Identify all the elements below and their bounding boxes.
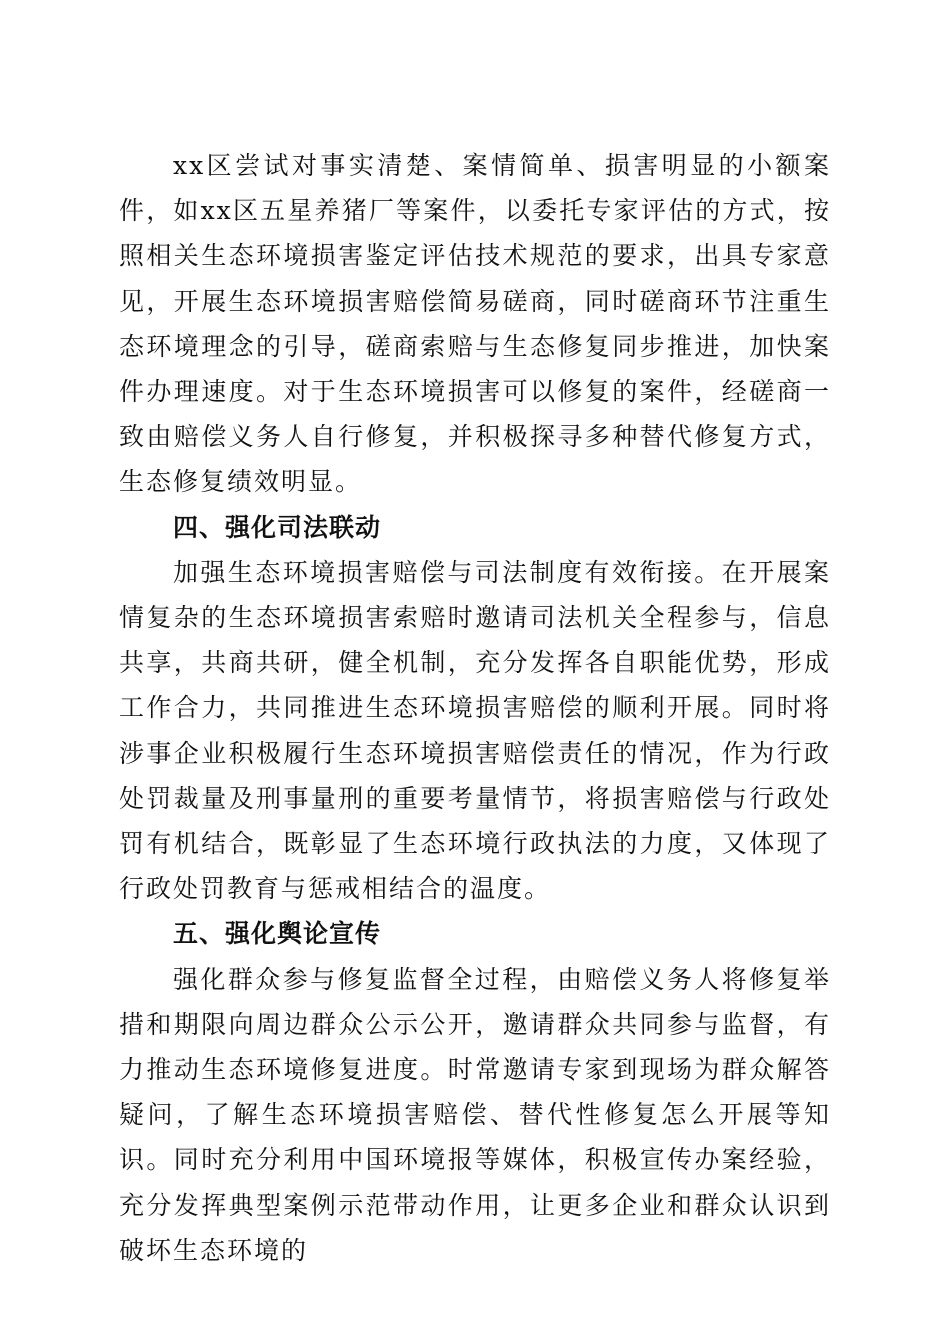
paragraph-public-publicity: 强化群众参与修复监督全过程，由赔偿义务人将修复举措和期限向周边群众公示公开，邀请群众共同参与监督，有力推动生态环境修复进度。时常邀请专家到现场为群众解答疑问，了解生态环境损害赔偿、替代性修复怎么开展等知识。同时充分利用中国环境报等媒体，积极宣传办案经验，充分发挥典型案例示范带动作用，让更多企业和群众认识到破坏生态环境的 bbox=[119, 964, 831, 1265]
paragraph-small-case-consultation: xx区尝试对事实清楚、案情简单、损害明显的小额案件，如xx区五星养猪厂等案件，以委托专家评估的方式，按照相关生态环境损害鉴定评估技术规范的要求，出具专家意见，开展生态环境损害赔偿简易磋商，同时磋商环节注重生态环境理念的引导，磋商索赔与生态修复同步推进，加快案件办理速度。对于生态环境损害可以修复的案件，经磋商一致由赔偿义务人自行修复，并积极探寻多种替代修复方式，生态修复绩效明显。 bbox=[119, 151, 831, 497]
section-heading-judicial-linkage: 四、强化司法联动 bbox=[173, 512, 382, 542]
section-heading-public-publicity: 五、强化舆论宣传 bbox=[173, 919, 382, 949]
paragraph-judicial-linkage: 加强生态环境损害赔偿与司法制度有效衔接。在开展案情复杂的生态环境损害索赔时邀请司法机关全程参与，信息共享，共商共研，健全机制，充分发挥各自职能优势，形成工作合力，共同推进生态环境损害赔偿的顺利开展。同时将涉事企业积极履行生态环境损害赔偿责任的情况，作为行政处罚裁量及刑事量刑的重要考量情节，将损害赔偿与行政处罚有机结合，既彰显了生态环境行政执法的力度，又体现了行政处罚教育与惩戒相结合的温度。 bbox=[119, 557, 831, 904]
document-body bbox=[119, 143, 831, 1273]
